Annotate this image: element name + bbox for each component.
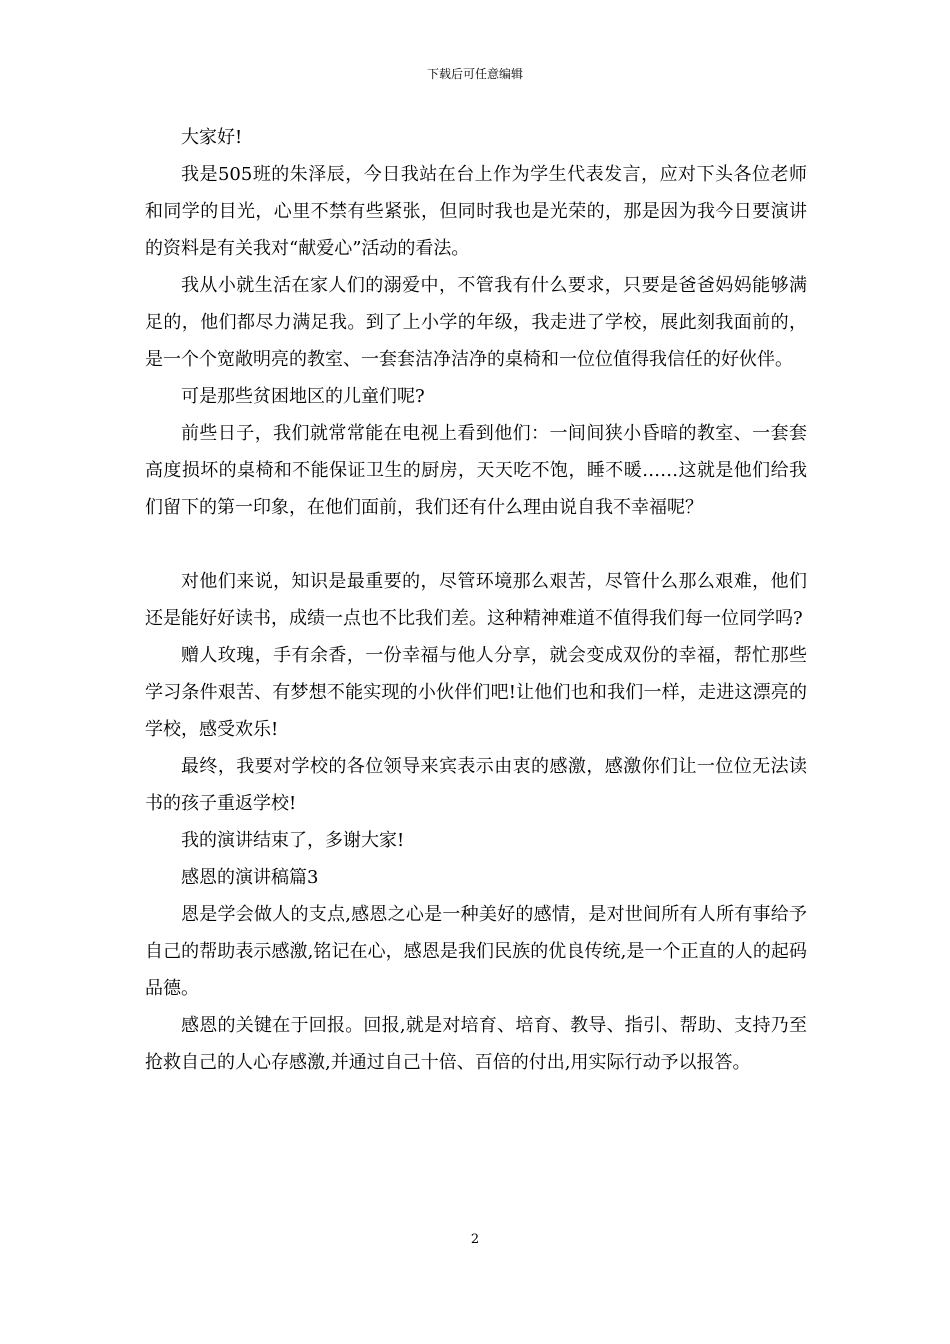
- paragraph: 我的演讲结束了，多谢大家!: [181, 830, 405, 851]
- paragraph: 可是那些贫困地区的儿童们呢?: [181, 386, 425, 407]
- paragraph-greeting: 大家好!: [181, 127, 243, 148]
- paragraph: 恩是学会做人的支点,感恩之心是一种美好的感情，是对世间所有人所有事给予自己的帮助表示感激,铭记在心，感恩是我们民族的优良传统,是一个正直的人的起码品德。: [145, 904, 807, 999]
- paragraph: 前些日子，我们就常常能在电视上看到他们：一间间狭小昏暗的教室、一套套高度损坏的桌椅和不能保证卫生的厨房，天天吃不饱，睡不暖……这就是他们给我们留下的第一印象，在他们面前，我们还有什么理由说自我不幸福呢？: [145, 423, 807, 518]
- page-number: 2: [470, 1232, 480, 1247]
- paragraph: 赠人玫瑰，手有余香，一份幸福与他人分享，就会变成双份的幸福，帮忙那些学习条件艰苦、有梦想不能实现的小伙伴们吧!让他们也和我们一样，走进这漂亮的学校，感受欢乐!: [145, 645, 807, 740]
- paragraph: 我是505班的朱泽辰，今日我站在台上作为学生代表发言，应对下头各位老师和同学的目光，心里不禁有些紧张，但同时我也是光荣的，那是因为我今日要演讲的资料是有关我对“献爱心”活动的看法。: [145, 164, 807, 259]
- document-body: [145, 119, 807, 1081]
- page-header: 下载后可任意编辑: [426, 67, 523, 81]
- paragraph: 我从小就生活在家人们的溺爱中，不管我有什么要求，只要是爸爸妈妈能够满足的，他们都尽力满足我。到了上小学的年级，我走进了学校，展此刻我面前的，是一个个宽敞明亮的教室、一套套洁净洁净的桌椅和一位位值得我信任的好伙伴。: [145, 275, 807, 370]
- paragraph: 感恩的关键在于回报。回报,就是对培育、培育、教导、指引、帮助、支持乃至抢救自己的人心存感激,并通过自己十倍、百倍的付出,用实际行动予以报答。: [145, 1015, 807, 1073]
- paragraph: 最终，我要对学校的各位领导来宾表示由衷的感激，感激你们让一位位无法读书的孩子重返学校!: [145, 756, 807, 814]
- section-heading: 感恩的演讲稿篇3: [181, 867, 319, 888]
- paragraph: 对他们来说，知识是最重要的，尽管环境那么艰苦，尽管什么那么艰难，他们还是能好好读书，成绩一点也不比我们差。这种精神难道不值得我们每一位同学吗?: [145, 571, 807, 629]
